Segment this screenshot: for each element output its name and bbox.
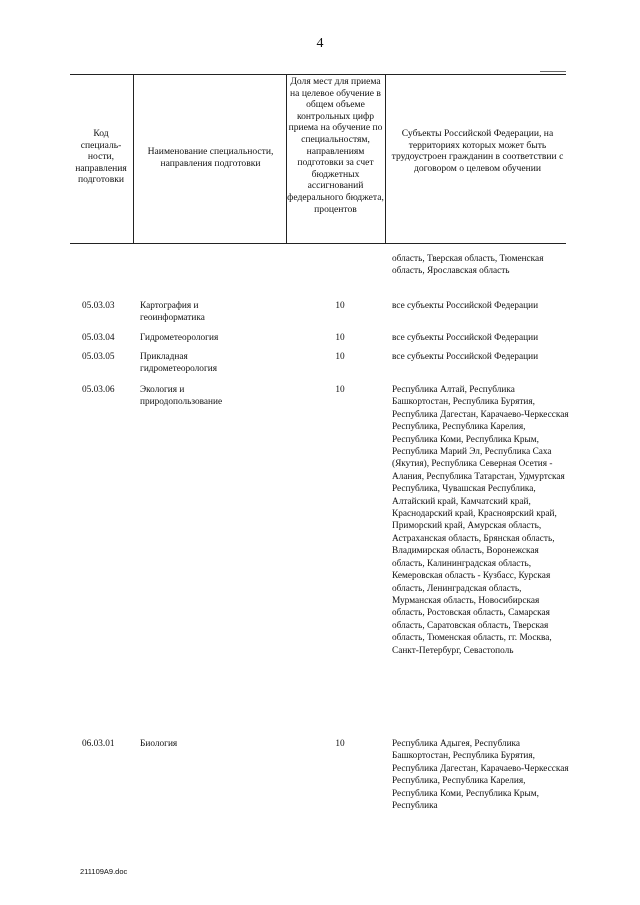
row-5-subjects: Республика Адыгея, Республика Башкортостан, Республика Бурятия, Республика Дагестан, Карачаево-Черкесская Республика, Республика Карелия, Республика Коми, Республика Крым, Республика (392, 739, 569, 812)
header-top-rule (70, 74, 566, 75)
header-top-rule-right-mark (540, 71, 566, 72)
row-2-name: Гидрометеорология (140, 333, 219, 343)
row-4-subjects: Республика Алтай, Республика Башкортостан, Республика Бурятия, Республика Дагестан, Карачаево-Черкесская Республика, Республика Карелия, Республика Коми, Республика Крым, Республика Марий Эл, Республика Саха (Якутия), Республика Северная Осетия - Алания, Республика Татарстан, Удмуртская Республика, Чувашская Республика, Алтайский край, Камчатский край, Краснодарский край, Красноярский край, Приморский край, Амурская область, Астраханская область, Брянская область, Владимирская область, Воронежская область, Калининградская область, Кемеровская область - Кузбасс, Курская область, Ленинградская область, Мурманская область, Новосибирская область, Ростовская область, Самарская область, Саратовская область, Тверская область, Тюменская область, гг. Москва, Санкт-Петербург, Севастополь (392, 385, 569, 656)
row-1-subjects: все субъекты Российской Федерации (392, 301, 539, 311)
row-3-code: 05.03.05 (82, 352, 115, 362)
row-1-code: 05.03.03 (82, 301, 115, 311)
row-1-share: 10 (335, 301, 345, 311)
header-share: Доля мест для приема на целевое обучение в общем объеме контрольных цифр приема на обучение по специальностям, направлениям подготовки за счет бюджетных ассигнований федерального бюджета, процентов (287, 76, 384, 215)
row-2-code: 05.03.04 (82, 333, 115, 343)
document-filename: 211109A9.doc (80, 867, 128, 876)
page-number: 4 (316, 36, 324, 51)
row-4-name: Экология и природопользование (140, 385, 223, 408)
row-5-code: 06.03.01 (82, 739, 115, 749)
row-4-share: 10 (335, 385, 345, 395)
row-3-share: 10 (335, 352, 345, 362)
header-divider-3 (385, 74, 386, 243)
row-3-name: Прикладная гидрометеорология (140, 352, 218, 375)
carryover-subjects: область, Тверская область, Тюменская область, Ярославская область (392, 254, 544, 277)
row-1-name: Картография и геоинформатика (140, 301, 205, 324)
header-subjects: Субъекты Российской Федерации, на территориях которых может быть трудоустроен гражданин в соответствии с договором о целевом обучении (391, 128, 564, 174)
row-3-subjects: все субъекты Российской Федерации (392, 352, 539, 362)
row-5-share: 10 (335, 739, 345, 749)
row-5-name: Биология (140, 739, 178, 749)
header-name: Наименование специальности, направления подготовки (147, 146, 274, 169)
header-divider-1 (133, 74, 134, 243)
header-code: Код специаль-ности, направления подготовки (75, 128, 127, 186)
row-2-share: 10 (335, 333, 345, 343)
row-4-code: 05.03.06 (82, 385, 115, 395)
row-2-subjects: все субъекты Российской Федерации (392, 333, 539, 343)
header-bottom-rule (70, 243, 566, 244)
